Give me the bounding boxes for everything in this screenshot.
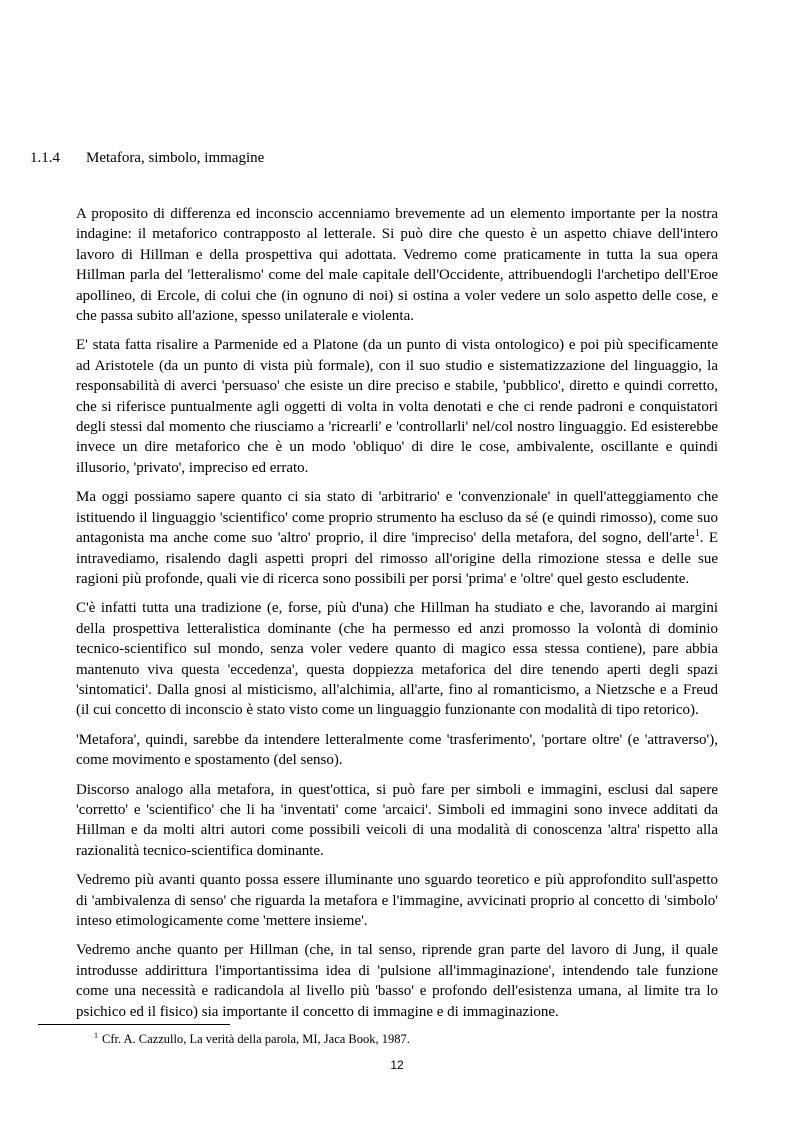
footnote-number: 1 [94, 1030, 98, 1040]
paragraph: 'Metafora', quindi, sarebbe da intendere letteralmente come 'trasferimento', 'portare oltre' (e 'attraverso'), come movimento e spostamento (del senso). [76, 731, 718, 769]
footnote [94, 1031, 410, 1047]
page-number: 12 [390, 1058, 404, 1072]
section-heading [30, 148, 264, 168]
paragraph: C'è infatti tutta una tradizione (e, forse, più d'una) che Hillman ha studiato e che, lavorando ai margini della prospettiva letteralistica dominante (che ha permesso ed anzi promosso la volontà di dominio tecnico-scientifico sul mondo, senza voler vedere quanto di magico essa stessa contiene), pare abbia mantenuto viva questa 'eccedenza', questa doppiezza metaforica del dire tenendo aperti degli spazi 'sintomatici'. Dalla gnosi al misticismo, all'alchimia, all'arte, fino al romanticismo, a Nietzsche e a Freud (il cui concetto di inconscio è stato visto come un linguaggio funzionante con modalità di tipo retorico). [76, 600, 718, 719]
paragraph: Discorso analogo alla metafora, in quest'ottica, si può fare per simboli e immagini, esclusi dal sapere 'corretto' e 'scientifico' che li ha 'inventati' come 'arcaici'. Simboli ed immagini sono invece additati da Hillman e da molti altri autori come possibili veicoli di una modalità di conoscenza 'altra' rispetto alla razionalità tecnico-scientifica dominante. [76, 781, 718, 859]
body-text [76, 204, 718, 1031]
section-title: Metafora, simbolo, immagine [86, 150, 265, 166]
paragraph: A proposito di differenza ed inconscio accenniamo brevemente ad un elemento importante per la nostra indagine: il metaforico contrapposto al letterale. Si può dire che questo è un aspetto chiave dell'intero lavoro di Hillman e della prospettiva qui adottata. Vedremo come praticamente in tutta la sua opera Hillman parla del 'letteralismo' come del male capitale dell'Occidente, attribuendogli l'archetipo dell'Eroe apollineo, di Ercole, di colui che (in ognuno di noi) si ostina a voler vedere un solo aspetto delle cose, e che passa subito all'azione, spesso unilaterale e violenta. [76, 206, 718, 325]
paragraph-text: . E intravediamo, risalendo dagli aspetti propri del rimosso all'origine della rimozione stessa e delle sue ragioni più profonde, quali vie di ricerca sono possibili per porsi 'prima' e 'oltre' quel gesto escludente. [76, 530, 718, 587]
paragraph-text: Ma oggi possiamo sapere quanto ci sia stato di 'arbitrario' e 'convenzionale' in quell'atteggiamento che istituendo il linguaggio 'scientifico' come proprio strumento ha escluso da sé (e quindi rimosso), come suo antagonista ma anche come suo 'altro' proprio, il dire 'impreciso' della metafora, del sogno, dell'arte [76, 489, 718, 547]
footnote-reference[interactable]: 1 [694, 528, 700, 540]
footnote-text: Cfr. A. Cazzullo, La verità della parola, MI, Jaca Book, 1987. [102, 1032, 410, 1046]
paragraph: Vedremo più avanti quanto possa essere illuminante uno sguardo teoretico e più approfondito sull'aspetto di 'ambivalenza di senso' che riguarda la metafora e l'immagine, avvicinati proprio al concetto di 'simbolo' inteso etimologicamente come 'mettere insieme'. [76, 872, 718, 929]
paragraph: E' stata fatta risalire a Parmenide ed a Platone (da un punto di vista ontologico) e poi più specificamente ad Aristotele (da un punto di vista più formale), con il suo studio e sistematizzazione del linguaggio, la responsabilità di averci 'persuaso' che esiste un dire preciso e stabile, 'pubblico', diretto e quindi corretto, che si riferisce puntualmente agli oggetti di volta in volta denotati e che ci rende padroni e conquistatori degli stessi dal momento che riusciamo a 'ricrearli' e 'controllarli' nel/col nostro linguaggio. Ed esisterebbe invece un dire metaforico che è un modo 'obliquo' di dire le cose, ambivalente, oscillante e quindi illusorio, 'privato', impreciso ed errato. [76, 337, 718, 476]
section-number: 1.1.4 [30, 150, 60, 166]
paragraph-with-footnote-ref [76, 487, 718, 589]
footnote-separator [38, 1024, 230, 1025]
paragraph: Vedremo anche quanto per Hillman (che, in tal senso, riprende gran parte del lavoro di Jung, il quale introdusse addirittura l'importantissima idea di 'pulsione all'immaginazione', intendendo tale funzione come una necessità e radicandola al livello più 'basso' e profondo dell'esistenza umana, al limite tra lo psichico ed il fisico) sia importante il concetto di immagine e di immaginazione. [76, 942, 718, 1020]
